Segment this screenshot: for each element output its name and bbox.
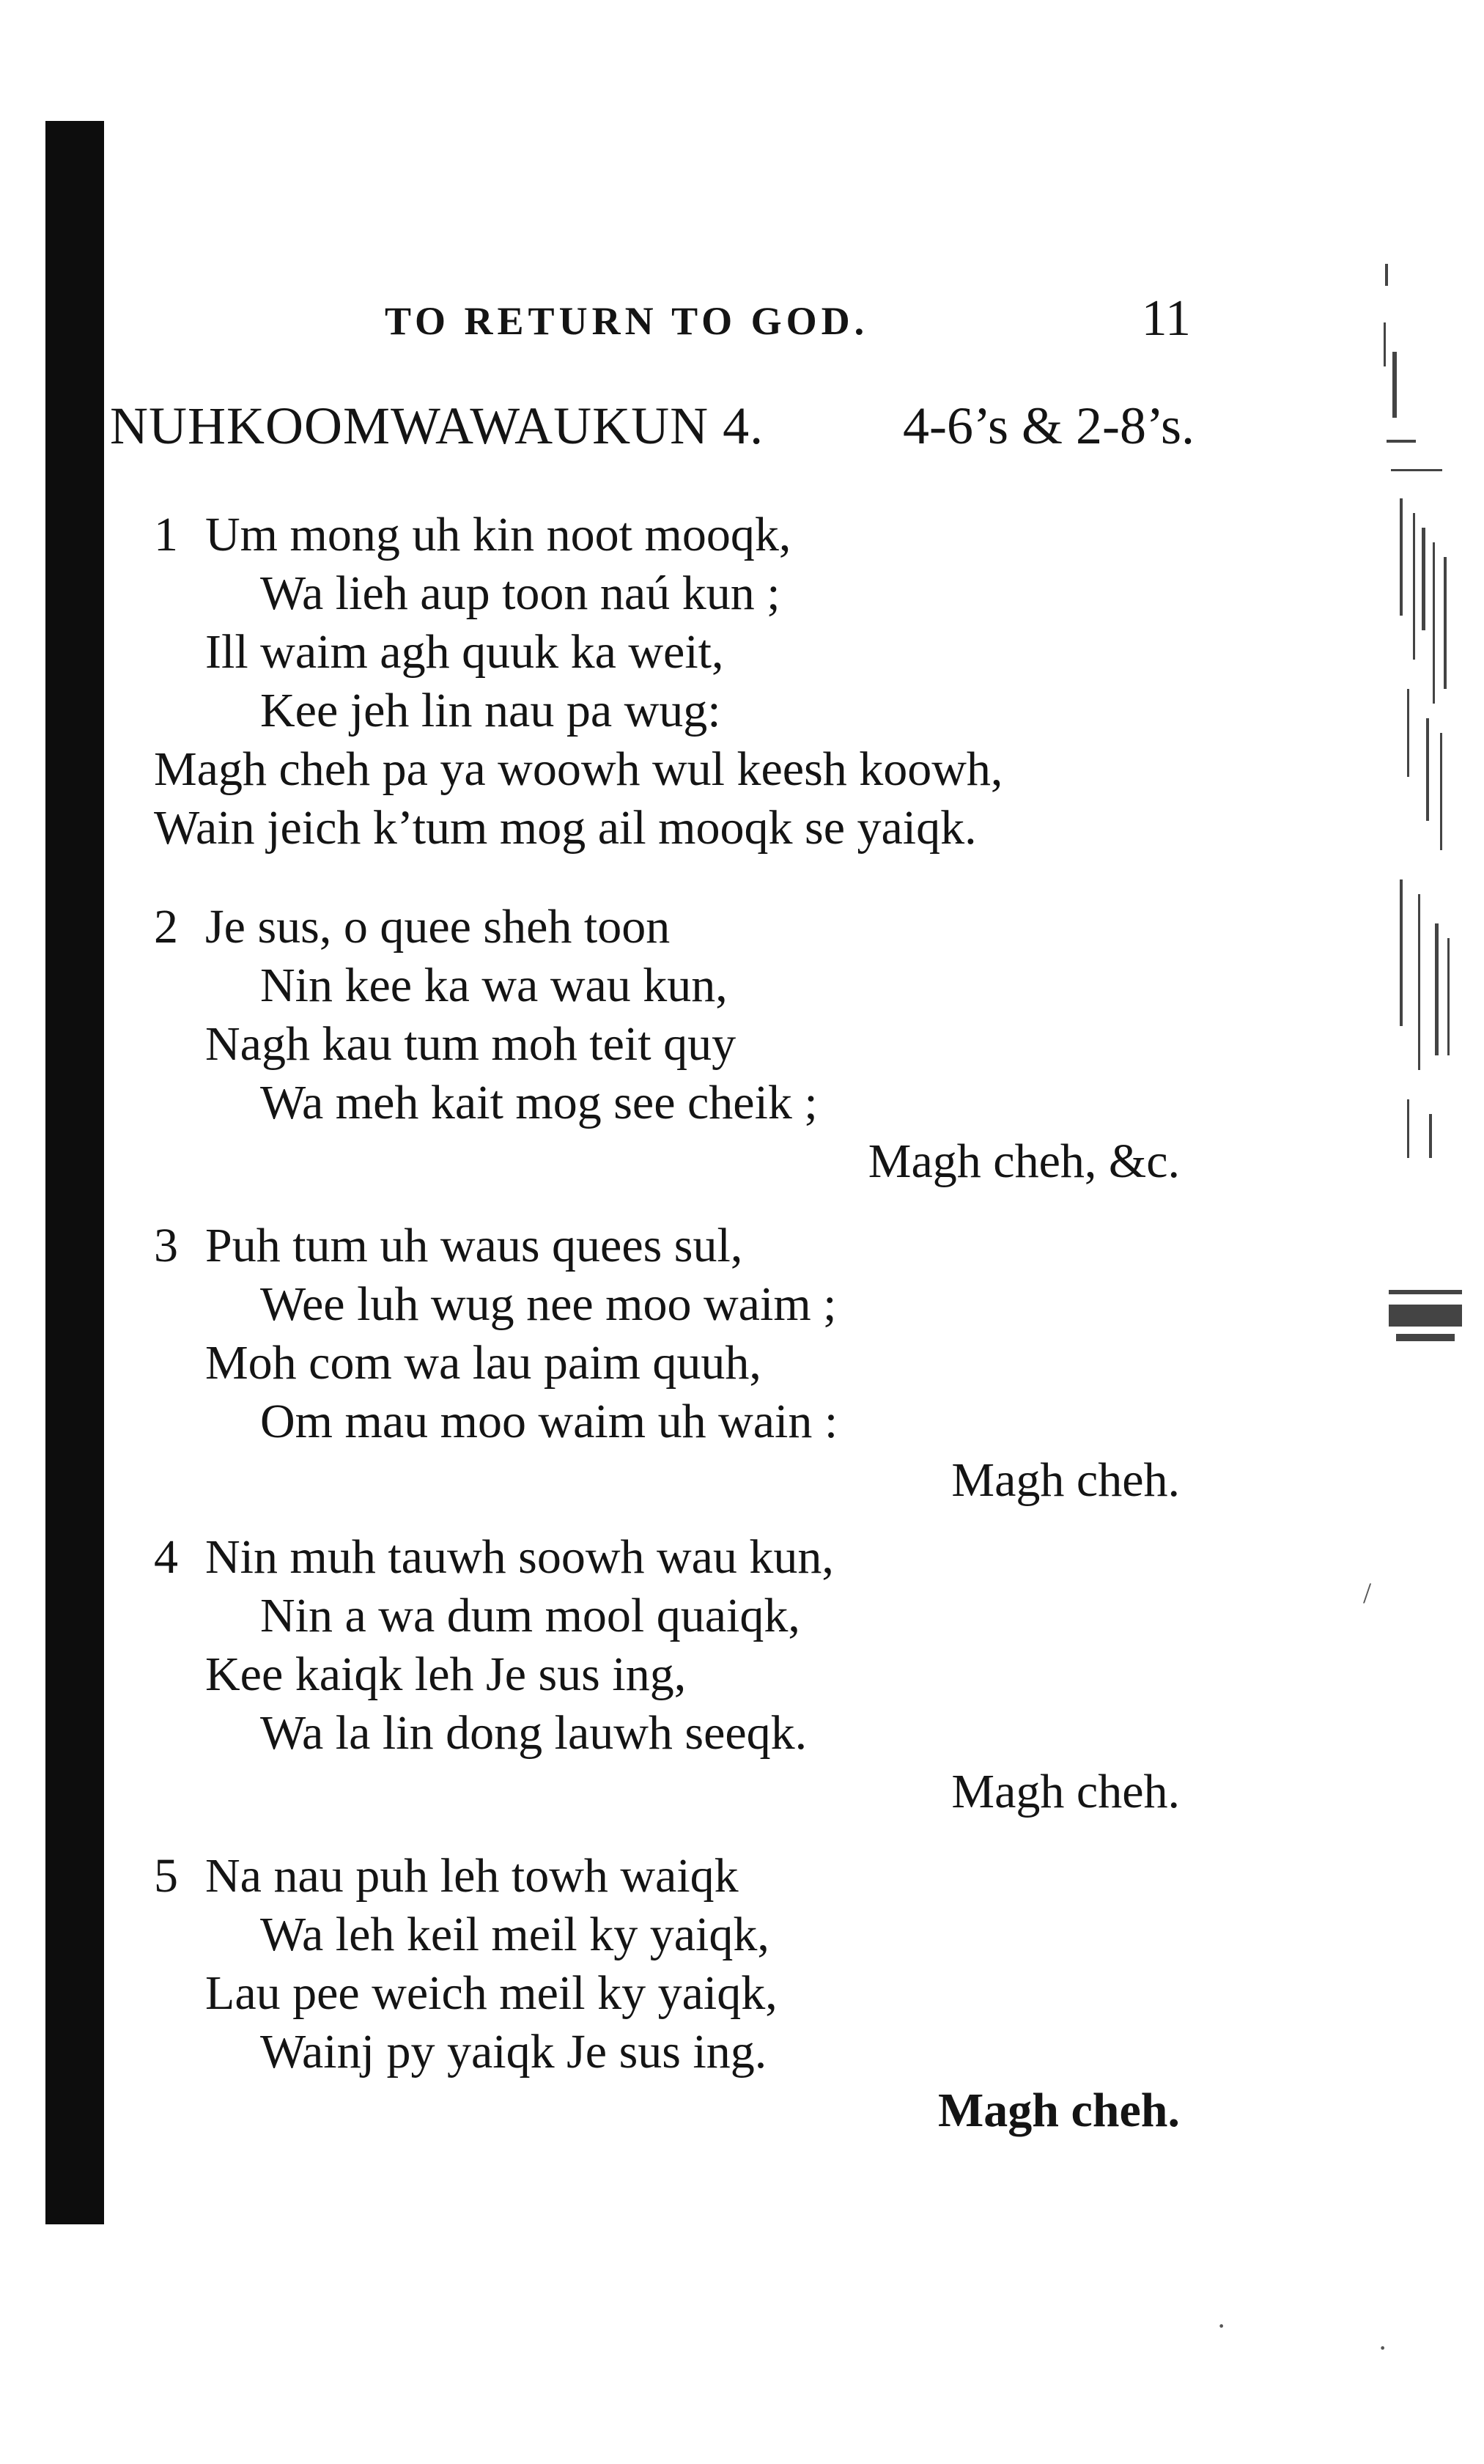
running-title: TO RETURN TO GOD. (385, 299, 869, 343)
stanza-5 (147, 1847, 1209, 2140)
stanza-2 (147, 898, 1209, 1191)
verse-line (147, 1528, 1209, 1587)
stanza-number: 2 (154, 900, 178, 953)
verse-line: Ill waim agh quuk ka weit, (205, 625, 724, 679)
verse-line: Wa la lin dong lauwh seeqk. (260, 1706, 808, 1760)
verse-line: Wee luh wug nee moo waim ; (260, 1277, 837, 1331)
refrain-line: Magh cheh. (951, 1453, 1180, 1507)
verse-line: Wain jeich k’tum mog ail mooqk se yaiqk. (154, 801, 977, 855)
stanza-1 (147, 506, 1209, 857)
stanza-4 (147, 1528, 1209, 1821)
verse-line (147, 1847, 1209, 1906)
speck-mark: · (1217, 2309, 1227, 2342)
verse-line: Wa meh kait mog see cheik ; (260, 1076, 818, 1129)
verse-line: Kee kaiqk leh Je sus ing, (205, 1648, 687, 1701)
verse-text: Na nau puh leh towh waiqk (205, 1849, 739, 1903)
verse-line: Wa lieh aup toon naú kun ; (260, 567, 780, 620)
refrain-line: Magh cheh, &c. (868, 1135, 1180, 1188)
hymn-meter: 4-6’s & 2-8’s. (902, 396, 1195, 455)
speck-mark: / (1363, 1576, 1372, 1609)
page-header (385, 289, 1191, 355)
verse-text: Nin muh tauwh soowh wau kun, (205, 1530, 834, 1584)
refrain-line: Magh cheh. (938, 2084, 1180, 2137)
verse-line: Magh cheh pa ya woowh wul keesh koowh, (154, 742, 1003, 796)
stanza-number: 1 (154, 508, 178, 561)
verse-line (147, 1217, 1209, 1275)
verse-line (147, 506, 1209, 564)
stanza-number: 3 (154, 1219, 178, 1272)
verse-line: Moh com wa lau paim quuh, (205, 1336, 761, 1390)
verse-line: Om mau moo waim uh wain : (260, 1395, 838, 1448)
hymn-title: NUHKOOMWAWAUKUN 4. (110, 396, 764, 455)
verse-line: Wa leh keil meil ky yaiqk, (260, 1908, 769, 1961)
verse-text: Je sus, o quee sheh toon (205, 900, 671, 953)
stanza-3 (147, 1217, 1209, 1510)
speck-mark: · (1378, 2331, 1388, 2364)
verse-line (147, 898, 1209, 956)
page-number: 11 (1141, 290, 1191, 347)
verse-line: Nin a wa dum mool quaiqk, (260, 1589, 800, 1642)
verse-line: Lau pee weich meil ky yaiqk, (205, 1966, 778, 2020)
verse-line: Kee jeh lin nau pa wug: (260, 684, 721, 737)
stanza-number: 5 (154, 1849, 178, 1903)
binding-shadow (45, 121, 104, 2224)
verse-line: Nagh kau tum moh teit quy (205, 1017, 737, 1071)
verse-line: Nin kee ka wa wau kun, (260, 959, 728, 1012)
verse-text: Puh tum uh waus quees sul, (205, 1219, 743, 1272)
verse-line: Wainj py yaiqk Je sus ing. (260, 2025, 767, 2078)
adjacent-page-edge (1378, 220, 1466, 1466)
hymn-heading (110, 396, 1195, 469)
verse-text: Um mong uh kin noot mooqk, (205, 508, 791, 561)
refrain-line: Magh cheh. (951, 1765, 1180, 1818)
stanza-number: 4 (154, 1530, 178, 1584)
